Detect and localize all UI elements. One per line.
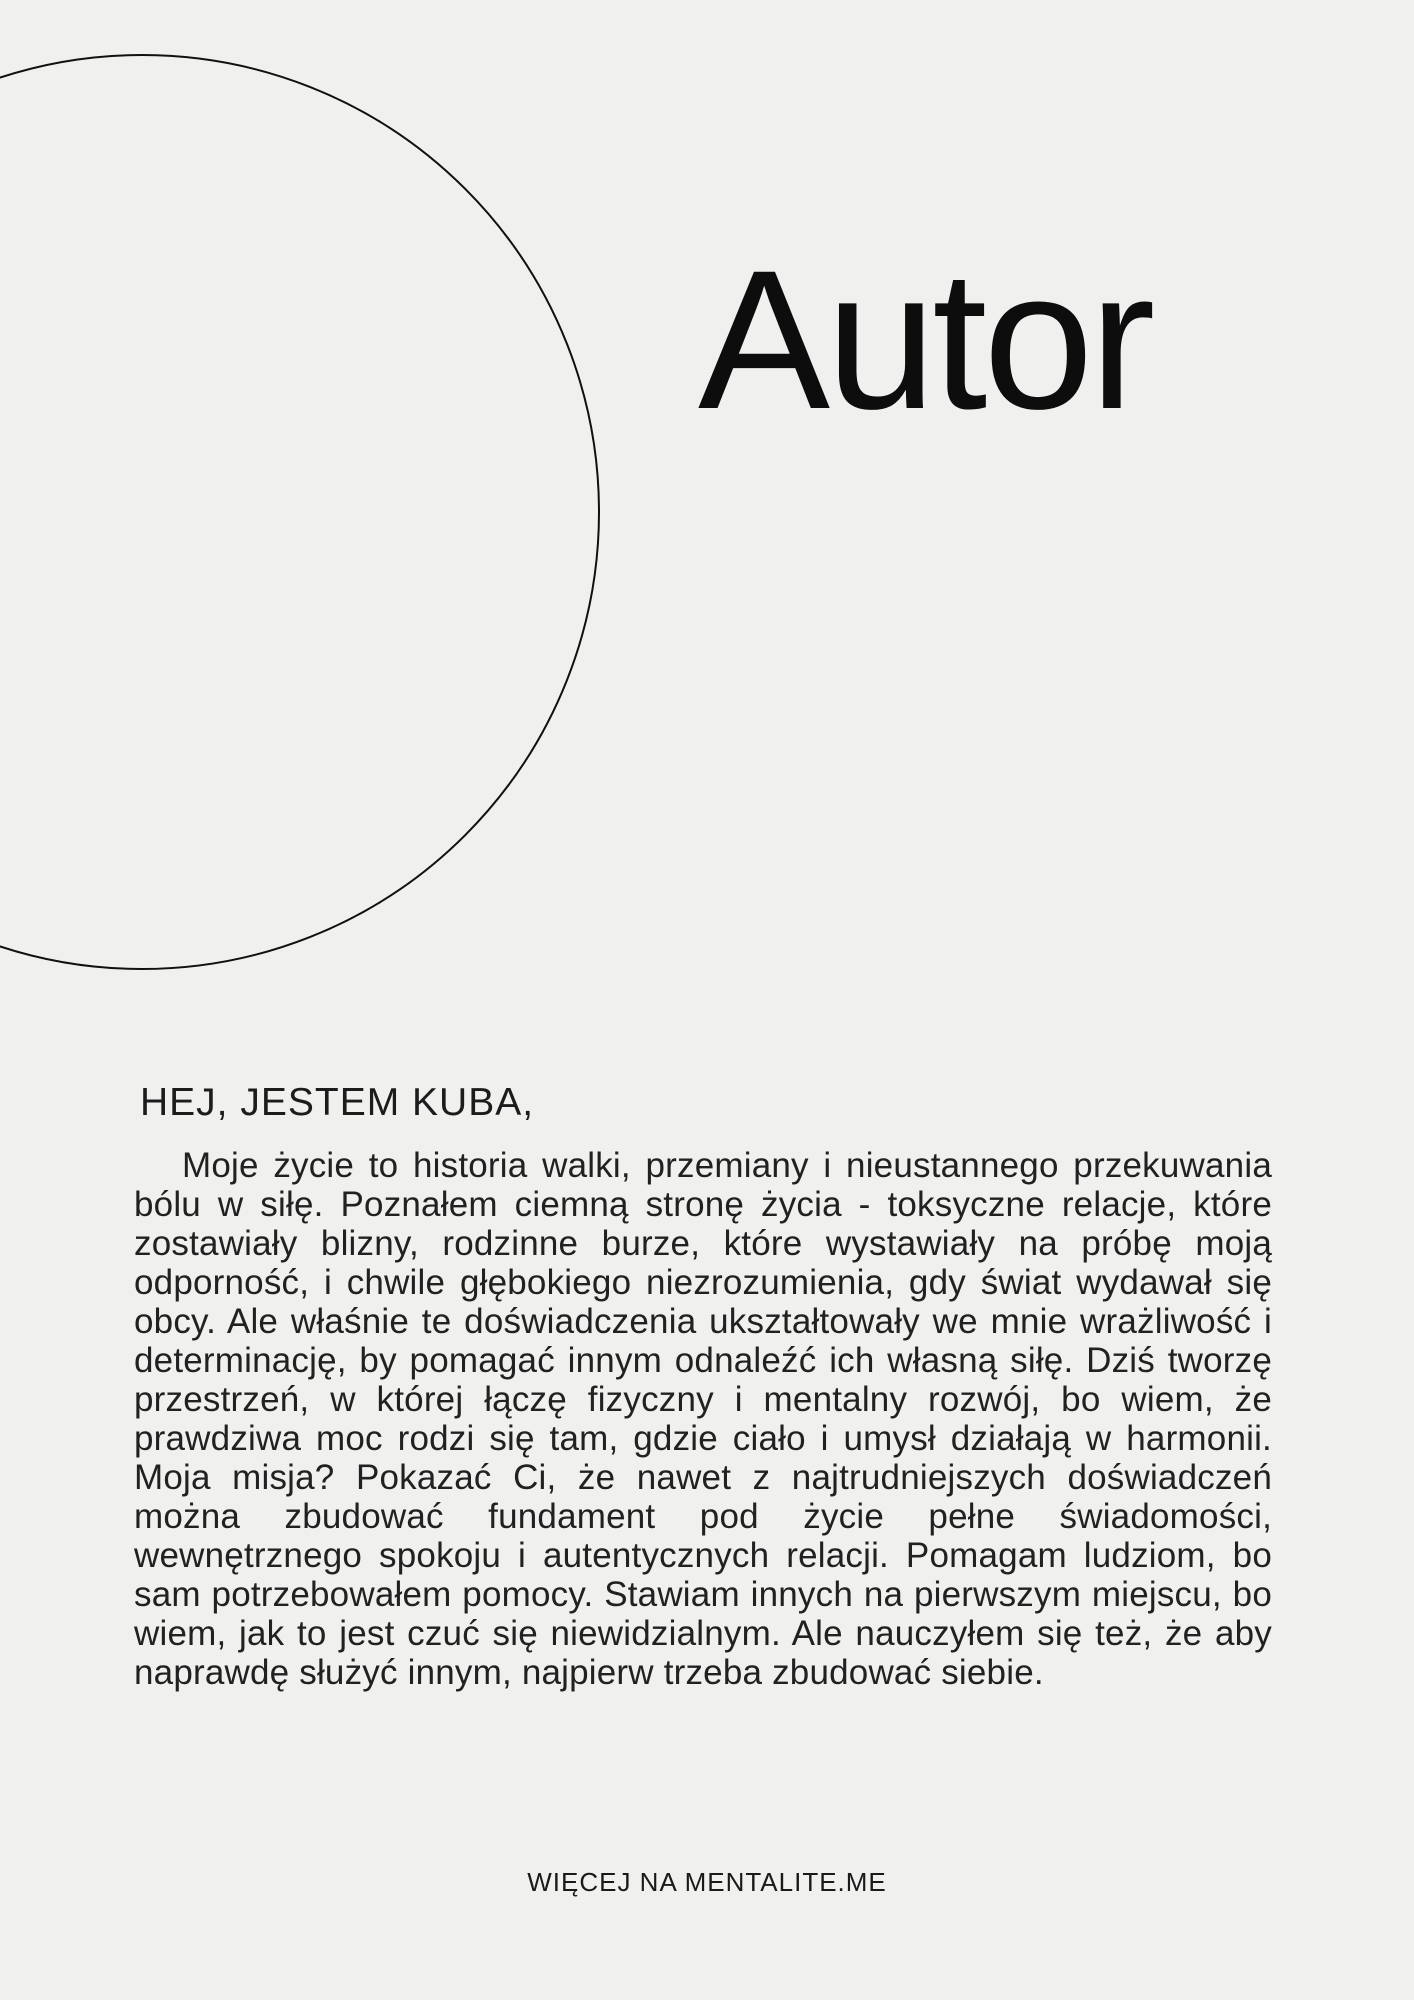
page-title: Autor bbox=[698, 229, 1152, 450]
about-heading: HEJ, JESTEM KUBA, bbox=[140, 1081, 535, 1124]
circle-outline-decoration bbox=[0, 0, 720, 1020]
footer-website-note: WIĘCEJ NA MENTALITE.ME bbox=[527, 1867, 887, 1897]
about-paragraph: Moje życie to historia walki, przemiany i nieustannego przekuwania bólu w siłę. Poznałem ciemną stronę życia - toksyczne relacje, które zostawiały blizny, rodzinne burze, które wystawiały na próbę moją odporność, i chwile głębokiego niezrozumienia, gdy świat wydawał się obcy. Ale właśnie te doświadczenia ukształtowały we mnie wrażliwość i determinację, by pomagać innym odnaleźć ich własną siłę. Dziś tworzę przestrzeń, w której łączę fizyczny i mentalny rozwój, bo wiem, że prawdziwa moc rodzi się tam, gdzie ciało i umysł działają w harmonii. Moja misja? Pokazać Ci, że nawet z najtrudniejszych doświadczeń można zbudować fundament pod życie pełne świadomości, wewnętrznego spokoju i autentycznych relacji. Pomagam ludziom, bo sam potrzebowałem pomocy. Stawiam innych na pierwszym miejscu, bo wiem, jak to jest czuć się niewidzialnym. Ale nauczyłem się też, że aby naprawdę służyć innym, najpierw trzeba zbudować siebie. bbox=[134, 1146, 1272, 1692]
